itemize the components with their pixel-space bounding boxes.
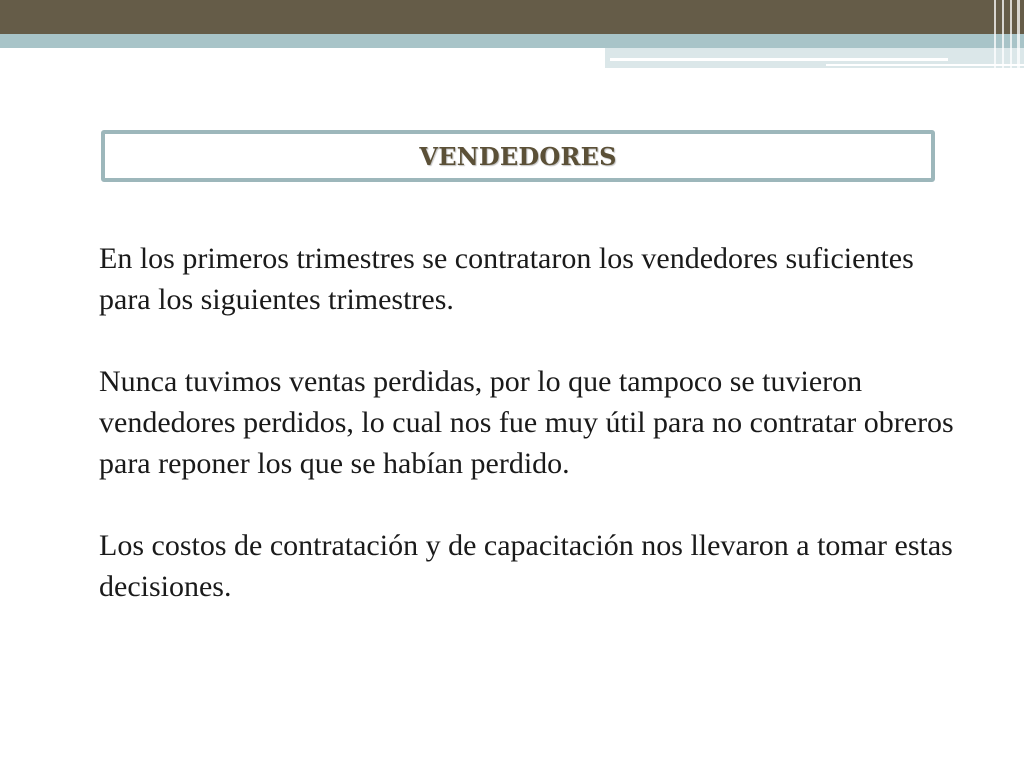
header-band-teal	[0, 34, 1024, 48]
paragraph-1: En los primeros trimestres se contrataron los vendedores suficientes para los siguientes trimestres.	[99, 242, 914, 316]
title-box	[101, 130, 935, 182]
header-divider-line	[610, 58, 948, 61]
slide-title: VENDEDORES	[419, 141, 617, 171]
paragraph-3: Los costos de contratación y de capacitación nos llevaron a tomar estas decisiones.	[99, 529, 953, 603]
header-band-dark	[0, 0, 1024, 34]
header-stripe	[1017, 0, 1020, 70]
slide-body	[99, 238, 959, 607]
header-stripe	[1002, 0, 1004, 70]
paragraph-2: Nunca tuvimos ventas perdidas, por lo que tampoco se tuvieron vendedores perdidos, lo cual nos fue muy útil para no contratar obreros para reponer los que se habían perdido.	[99, 365, 954, 480]
header-stripe	[1010, 0, 1012, 70]
header-stripe	[994, 0, 996, 70]
